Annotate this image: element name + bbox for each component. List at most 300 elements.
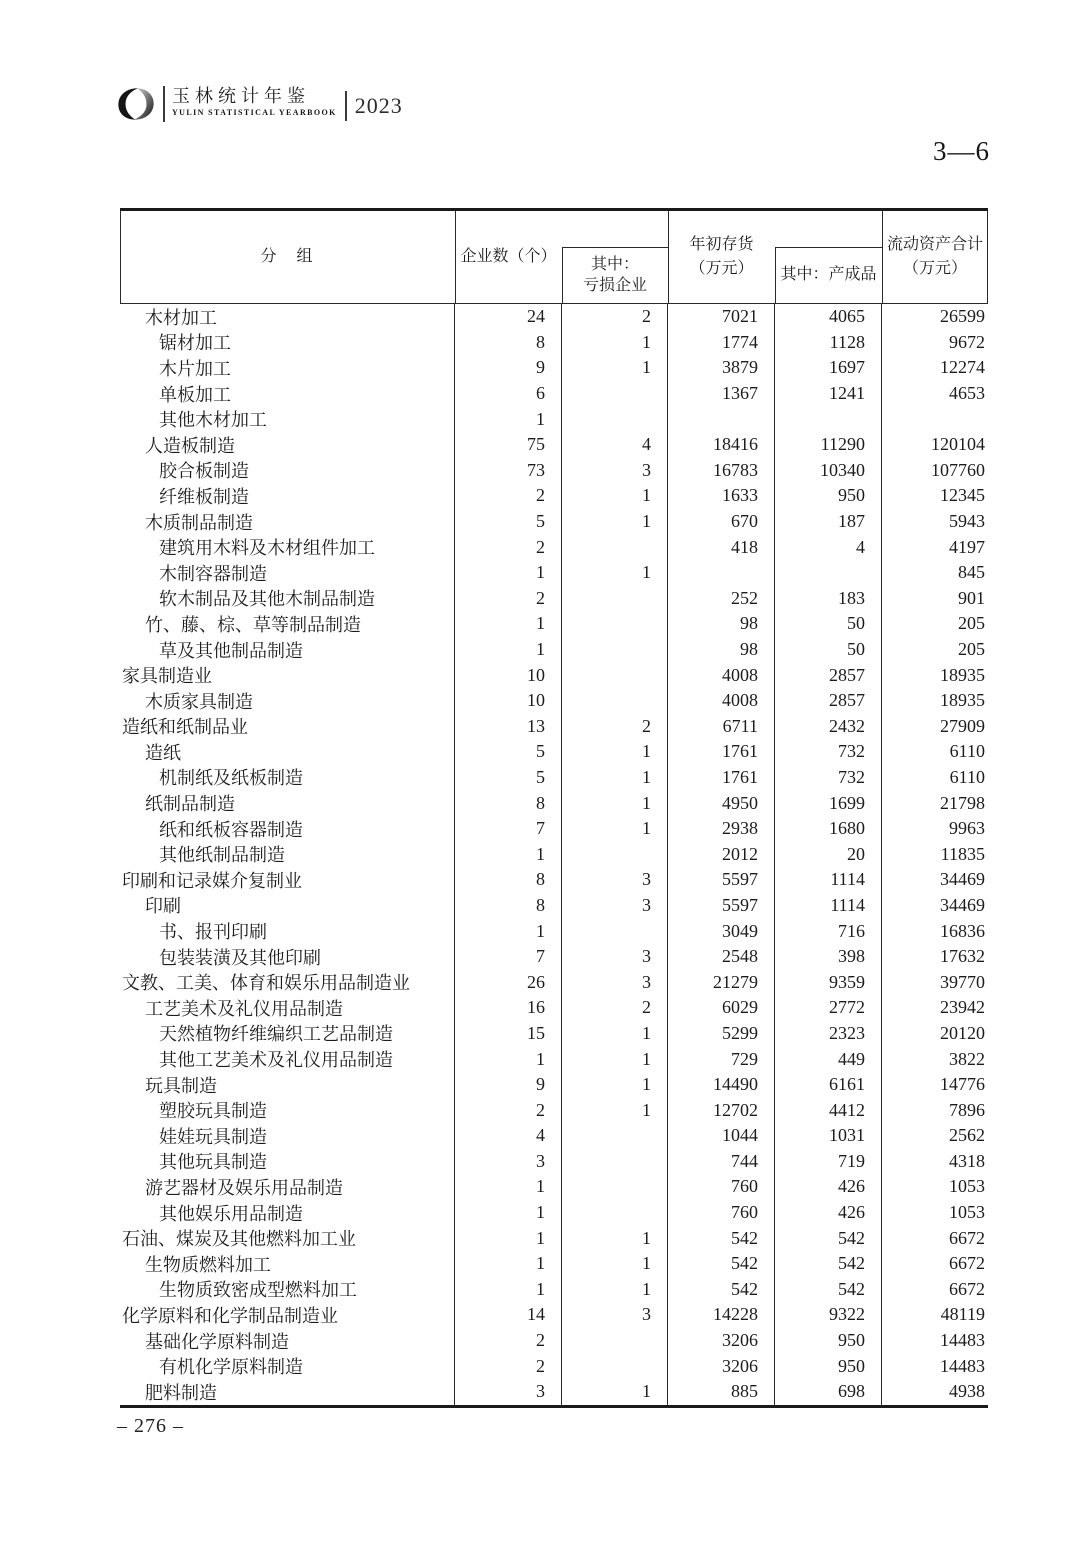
value-cell: 1680 [775, 816, 882, 842]
value-cell: 1 [562, 1379, 668, 1405]
header-divider-1 [455, 211, 456, 303]
table-number: 3—6 [933, 136, 990, 166]
value-cell: 1 [562, 739, 668, 765]
table-row [120, 611, 988, 637]
value-cell: 2432 [775, 714, 882, 740]
value-cell: 14228 [668, 1302, 775, 1328]
value-cell: 542 [775, 1225, 882, 1251]
value-cell: 2772 [775, 995, 882, 1021]
group-label: 肥料制造 [120, 1379, 455, 1405]
value-cell: 6110 [949, 741, 985, 762]
value-cell: 1 [562, 790, 668, 816]
value-cell: 2012 [668, 841, 775, 867]
yearbook-logo-icon [116, 87, 156, 121]
value-cell: 10 [455, 688, 562, 714]
value-cell: 3 [562, 458, 668, 484]
value-cell: 9322 [775, 1302, 882, 1328]
group-label: 塑胶玩具制造 [120, 1097, 455, 1123]
value-cell [562, 1328, 668, 1354]
value-cell: 34469 [940, 869, 985, 890]
value-cell: 1 [455, 637, 562, 663]
value-cell: 2938 [668, 816, 775, 842]
value-cell: 48119 [940, 1304, 985, 1325]
value-cell: 2 [562, 714, 668, 740]
table-row [120, 1072, 988, 1098]
header-loss-enterprises [562, 247, 668, 303]
value-cell [775, 406, 882, 432]
value-cell: 50 [775, 637, 882, 663]
table-row [120, 1379, 988, 1405]
group-label: 石油、煤炭及其他燃料加工业 [120, 1225, 455, 1251]
value-cell: 21798 [940, 792, 985, 813]
value-cell: 107760 [931, 459, 985, 480]
value-cell: 21279 [668, 969, 775, 995]
value-cell: 2 [455, 1097, 562, 1123]
group-label: 其他纸制品制造 [120, 841, 455, 867]
value-cell: 9672 [949, 331, 985, 352]
table-row [120, 1097, 988, 1123]
value-cell: 26599 [940, 306, 985, 327]
value-cell: 4 [455, 1123, 562, 1149]
value-cell: 14776 [940, 1074, 985, 1095]
header-loss-line2: 亏损企业 [582, 277, 647, 294]
value-cell: 3 [562, 867, 668, 893]
value-cell: 16 [455, 995, 562, 1021]
value-cell: 2 [455, 586, 562, 612]
value-cell: 50 [775, 611, 882, 637]
value-cell: 1114 [775, 867, 882, 893]
group-label: 其他玩具制造 [120, 1149, 455, 1175]
value-cell: 4950 [668, 790, 775, 816]
value-cell: 698 [775, 1379, 882, 1405]
table-row [120, 1251, 988, 1277]
value-cell: 1128 [775, 330, 882, 356]
finished-subbox-top-rule [775, 247, 882, 248]
value-cell: 542 [668, 1277, 775, 1303]
value-cell: 2857 [775, 662, 882, 688]
value-cell [562, 1174, 668, 1200]
value-cell [562, 841, 668, 867]
value-cell: 20 [775, 841, 882, 867]
brand-title-block [172, 84, 337, 117]
value-cell: 418 [668, 534, 775, 560]
value-cell: 1 [455, 918, 562, 944]
value-cell: 1114 [775, 893, 882, 919]
table-row [120, 739, 988, 765]
group-label: 印刷和记录媒介复制业 [120, 867, 455, 893]
group-label: 化学原料和化学制品制造业 [120, 1302, 455, 1328]
header-finished-products: 其中：产成品 [780, 266, 877, 283]
value-cell: 120104 [931, 434, 985, 455]
value-cell: 449 [775, 1046, 882, 1072]
value-cell: 6672 [949, 1278, 985, 1299]
value-cell: 426 [775, 1174, 882, 1200]
value-cell: 5 [455, 765, 562, 791]
page-number-footer: – 276 – [117, 1415, 184, 1437]
group-label: 包装装潢及其他印刷 [120, 944, 455, 970]
group-label: 木质制品制造 [120, 509, 455, 535]
group-label: 工艺美术及礼仪用品制造 [120, 995, 455, 1021]
value-cell: 26 [455, 969, 562, 995]
group-label: 木制容器制造 [120, 560, 455, 586]
group-label: 生物质燃料加工 [120, 1251, 455, 1277]
value-cell: 1241 [775, 381, 882, 407]
value-cell: 1699 [775, 790, 882, 816]
value-cell: 3822 [949, 1048, 985, 1069]
value-cell: 1761 [668, 739, 775, 765]
group-label: 书、报刊印刷 [120, 918, 455, 944]
value-cell: 16783 [668, 458, 775, 484]
value-cell [562, 611, 668, 637]
value-cell: 205 [958, 613, 985, 634]
value-cell: 4065 [775, 304, 882, 330]
value-cell: 34469 [940, 894, 985, 915]
value-cell: 542 [775, 1277, 882, 1303]
value-cell: 2 [455, 483, 562, 509]
value-cell: 252 [668, 586, 775, 612]
value-cell: 1761 [668, 765, 775, 791]
group-label: 竹、藤、棕、草等制品制造 [120, 611, 455, 637]
header-enterprises: 企业数（个） [460, 248, 557, 265]
group-label: 胶合板制造 [120, 458, 455, 484]
value-cell: 6672 [949, 1253, 985, 1274]
value-cell: 2548 [668, 944, 775, 970]
value-cell: 4197 [949, 536, 985, 557]
value-cell: 1 [562, 509, 668, 535]
value-cell: 3 [562, 969, 668, 995]
value-cell: 3206 [668, 1328, 775, 1354]
value-cell [668, 560, 775, 586]
value-cell [775, 560, 882, 586]
value-cell: 1 [562, 765, 668, 791]
value-cell: 8 [455, 893, 562, 919]
value-cell: 4938 [949, 1381, 985, 1402]
value-cell: 1044 [668, 1123, 775, 1149]
value-cell: 4318 [949, 1150, 985, 1171]
value-cell [562, 534, 668, 560]
value-cell: 2 [455, 1328, 562, 1354]
value-cell: 716 [775, 918, 882, 944]
value-cell: 1 [455, 1251, 562, 1277]
value-cell: 205 [958, 639, 985, 660]
value-cell: 1 [562, 1046, 668, 1072]
value-cell: 4653 [949, 383, 985, 404]
brand-header [116, 84, 403, 122]
table-row [120, 969, 988, 995]
table-row [120, 1123, 988, 1149]
value-cell: 719 [775, 1149, 882, 1175]
table-header [120, 208, 988, 304]
value-cell: 1 [562, 560, 668, 586]
value-cell: 5 [455, 509, 562, 535]
value-cell: 1 [455, 406, 562, 432]
value-cell: 6161 [775, 1072, 882, 1098]
value-cell: 1 [562, 483, 668, 509]
group-label: 单板加工 [120, 381, 455, 407]
value-cell: 18935 [940, 690, 985, 711]
value-cell: 9 [455, 1072, 562, 1098]
value-cell: 8 [455, 790, 562, 816]
value-cell: 1 [455, 611, 562, 637]
value-cell: 760 [668, 1174, 775, 1200]
value-cell: 14483 [940, 1330, 985, 1351]
value-cell: 670 [668, 509, 775, 535]
value-cell [562, 381, 668, 407]
value-cell [562, 1149, 668, 1175]
value-cell: 7021 [668, 304, 775, 330]
table-row [120, 432, 988, 458]
value-cell: 1 [455, 1046, 562, 1072]
value-cell: 4008 [668, 688, 775, 714]
header-divider-4 [775, 247, 776, 303]
value-cell: 732 [775, 739, 882, 765]
brand-year: 2023 [354, 93, 403, 118]
value-cell: 11290 [775, 432, 882, 458]
value-cell: 98 [668, 637, 775, 663]
value-cell: 1 [455, 1200, 562, 1226]
value-cell: 950 [775, 1353, 882, 1379]
value-cell: 20120 [940, 1022, 985, 1043]
value-cell: 1367 [668, 381, 775, 407]
value-cell: 542 [668, 1225, 775, 1251]
table-row [120, 1200, 988, 1226]
value-cell [882, 406, 988, 432]
table-row [120, 637, 988, 663]
group-label: 草及其他制品制造 [120, 637, 455, 663]
value-cell: 2323 [775, 1021, 882, 1047]
value-cell: 16836 [940, 920, 985, 941]
value-cell: 7 [455, 944, 562, 970]
value-cell: 14 [455, 1302, 562, 1328]
table-row [120, 381, 988, 407]
header-inventory-line1: 年初存货 [689, 236, 754, 253]
group-label: 其他工艺美术及礼仪用品制造 [120, 1046, 455, 1072]
header-current-assets [882, 211, 988, 303]
value-cell: 1 [455, 1277, 562, 1303]
table-row [120, 1021, 988, 1047]
value-cell: 5299 [668, 1021, 775, 1047]
value-cell: 398 [775, 944, 882, 970]
value-cell: 9 [455, 355, 562, 381]
group-label: 纤维板制造 [120, 483, 455, 509]
value-cell: 1053 [949, 1176, 985, 1197]
table-row [120, 1149, 988, 1175]
table-row [120, 995, 988, 1021]
value-cell: 6029 [668, 995, 775, 1021]
value-cell: 732 [775, 765, 882, 791]
group-label: 娃娃玩具制造 [120, 1123, 455, 1149]
value-cell: 3049 [668, 918, 775, 944]
value-cell [562, 637, 668, 663]
table-row [120, 867, 988, 893]
table-row [120, 355, 988, 381]
value-cell: 542 [775, 1251, 882, 1277]
value-cell [562, 662, 668, 688]
header-beginning-inventory [668, 211, 775, 303]
value-cell: 12345 [940, 485, 985, 506]
statistical-table [120, 208, 988, 1408]
value-cell: 760 [668, 1200, 775, 1226]
table-row [120, 816, 988, 842]
value-cell: 1 [562, 816, 668, 842]
header-inventory-line2: （万元） [689, 260, 754, 277]
value-cell: 1 [562, 330, 668, 356]
table-body [120, 304, 988, 1408]
value-cell: 8 [455, 330, 562, 356]
value-cell: 17632 [940, 946, 985, 967]
value-cell: 4412 [775, 1097, 882, 1123]
value-cell: 14490 [668, 1072, 775, 1098]
group-label: 纸制品制造 [120, 790, 455, 816]
table-row [120, 509, 988, 535]
value-cell: 13 [455, 714, 562, 740]
brand-divider-right [345, 91, 347, 121]
table-row [120, 1046, 988, 1072]
value-cell [562, 1353, 668, 1379]
value-cell: 7 [455, 816, 562, 842]
header-divider-3 [668, 211, 669, 303]
brand-divider-left [163, 86, 165, 122]
value-cell: 8 [455, 867, 562, 893]
table-row [120, 1328, 988, 1354]
brand-title-cn: 玉林统计年鉴 [172, 86, 310, 106]
table-row [120, 662, 988, 688]
table-row [120, 790, 988, 816]
group-label: 家具制造业 [120, 662, 455, 688]
table-row [120, 918, 988, 944]
value-cell: 426 [775, 1200, 882, 1226]
value-cell: 3206 [668, 1353, 775, 1379]
header-current-assets-line1: 流动资产合计 [886, 236, 983, 253]
value-cell: 12702 [668, 1097, 775, 1123]
header-border-right [987, 211, 988, 303]
group-label: 木质家具制造 [120, 688, 455, 714]
value-cell: 2 [455, 1353, 562, 1379]
value-cell: 6711 [668, 714, 775, 740]
value-cell: 24 [455, 304, 562, 330]
table-row [120, 841, 988, 867]
value-cell: 1 [562, 1097, 668, 1123]
value-cell: 7896 [949, 1099, 985, 1120]
value-cell [562, 1200, 668, 1226]
value-cell: 1 [562, 1225, 668, 1251]
value-cell [562, 1123, 668, 1149]
value-cell: 885 [668, 1379, 775, 1405]
value-cell: 1 [562, 1277, 668, 1303]
value-cell: 1633 [668, 483, 775, 509]
value-cell: 1 [455, 841, 562, 867]
value-cell: 183 [775, 586, 882, 612]
value-cell: 1031 [775, 1123, 882, 1149]
group-label: 天然植物纤维编织工艺品制造 [120, 1021, 455, 1047]
value-cell: 3879 [668, 355, 775, 381]
group-label: 文教、工美、体育和娱乐用品制造业 [120, 969, 455, 995]
value-cell: 1697 [775, 355, 882, 381]
value-cell: 3 [562, 893, 668, 919]
value-cell: 2 [562, 995, 668, 1021]
header-divider-5 [882, 211, 883, 303]
group-label: 建筑用木料及木材组件加工 [120, 534, 455, 560]
group-label: 锯材加工 [120, 330, 455, 356]
value-cell: 901 [958, 587, 985, 608]
table-row [120, 330, 988, 356]
table-row [120, 586, 988, 612]
group-label: 软木制品及其他木制品制造 [120, 586, 455, 612]
group-label: 生物质致密成型燃料加工 [120, 1277, 455, 1303]
value-cell: 1 [455, 560, 562, 586]
group-label: 玩具制造 [120, 1072, 455, 1098]
value-cell: 1 [562, 355, 668, 381]
group-label: 木材加工 [120, 304, 455, 330]
table-row [120, 1277, 988, 1303]
value-cell: 27909 [940, 715, 985, 736]
value-cell: 9359 [775, 969, 882, 995]
table-row [120, 893, 988, 919]
table-row [120, 483, 988, 509]
table-row [120, 944, 988, 970]
value-cell: 4 [562, 432, 668, 458]
brand-title-en: YULIN STATISTICAL YEARBOOK [172, 108, 337, 117]
group-label: 其他木材加工 [120, 406, 455, 432]
table-row [120, 765, 988, 791]
value-cell: 2562 [949, 1125, 985, 1146]
value-cell: 12274 [940, 357, 985, 378]
value-cell: 1 [562, 1072, 668, 1098]
value-cell: 23942 [940, 997, 985, 1018]
table-row [120, 714, 988, 740]
value-cell: 5943 [949, 511, 985, 532]
value-cell: 4 [775, 534, 882, 560]
value-cell: 845 [958, 562, 985, 583]
value-cell: 3 [455, 1149, 562, 1175]
value-cell [562, 688, 668, 714]
table-row [120, 1225, 988, 1251]
value-cell: 1 [455, 1174, 562, 1200]
value-cell: 11835 [940, 843, 985, 864]
value-cell: 187 [775, 509, 882, 535]
header-group: 分 组 [260, 248, 315, 265]
value-cell: 75 [455, 432, 562, 458]
header-divider-2 [562, 247, 563, 303]
group-label: 木片加工 [120, 355, 455, 381]
value-cell: 6110 [949, 766, 985, 787]
value-cell: 2857 [775, 688, 882, 714]
table-row [120, 1174, 988, 1200]
value-cell [562, 406, 668, 432]
value-cell: 6 [455, 381, 562, 407]
value-cell [562, 918, 668, 944]
value-cell: 73 [455, 458, 562, 484]
value-cell: 2 [455, 534, 562, 560]
value-cell: 2 [562, 304, 668, 330]
value-cell: 1774 [668, 330, 775, 356]
value-cell: 98 [668, 611, 775, 637]
value-cell: 1 [562, 1251, 668, 1277]
group-label: 印刷 [120, 893, 455, 919]
group-label: 造纸和纸制品业 [120, 714, 455, 740]
header-current-assets-line2: （万元） [902, 260, 967, 277]
value-cell: 9963 [949, 818, 985, 839]
group-label: 造纸 [120, 739, 455, 765]
table-row [120, 560, 988, 586]
table-row [120, 1353, 988, 1379]
value-cell [668, 406, 775, 432]
header-border-left [120, 211, 121, 303]
value-cell [562, 586, 668, 612]
group-label: 基础化学原料制造 [120, 1328, 455, 1354]
value-cell: 18416 [668, 432, 775, 458]
value-cell: 1 [455, 1225, 562, 1251]
